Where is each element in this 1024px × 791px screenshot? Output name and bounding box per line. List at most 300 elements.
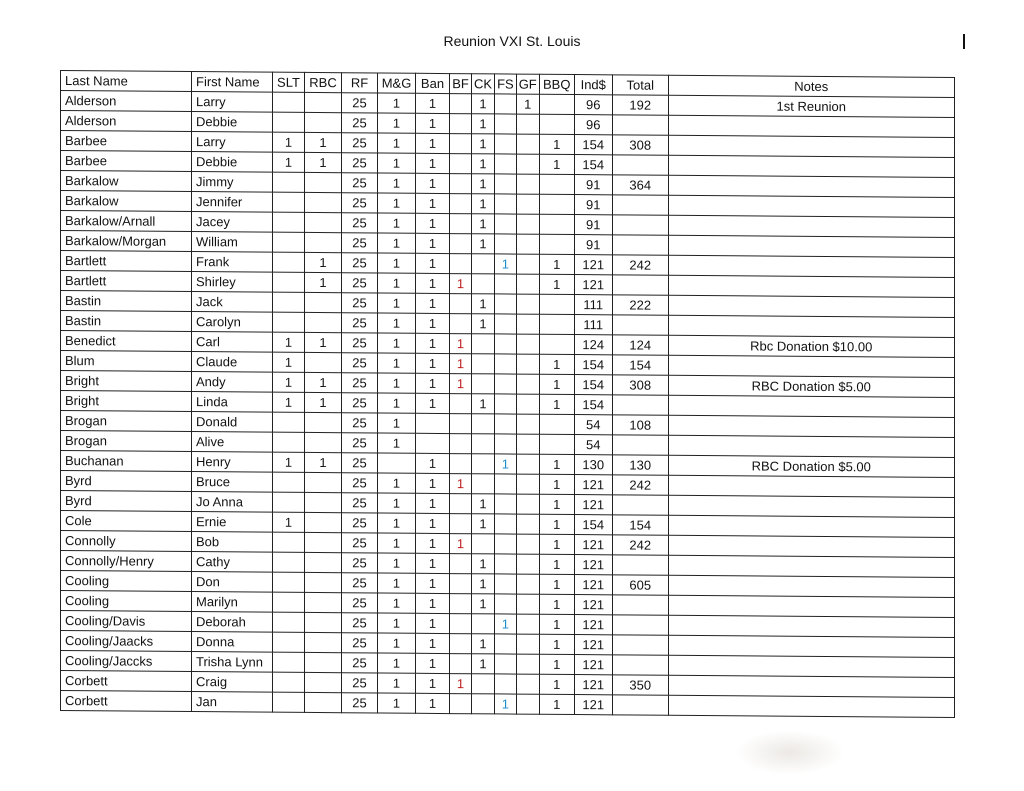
cell-bbq bbox=[539, 194, 574, 214]
cell-bf: 1 bbox=[450, 534, 472, 554]
cell-rbc bbox=[305, 552, 342, 572]
cell-first: Shirley bbox=[192, 272, 273, 293]
cell-rbc bbox=[305, 572, 342, 592]
cell-notes: RBC Donation $5.00 bbox=[668, 375, 954, 397]
cell-rf: 25 bbox=[342, 673, 378, 693]
cell-ban: 1 bbox=[416, 493, 450, 513]
cell-mg: 1 bbox=[378, 273, 416, 293]
cell-gf bbox=[516, 574, 539, 594]
cell-slt bbox=[273, 592, 305, 612]
cell-mg: 1 bbox=[378, 673, 416, 693]
cell-rf: 25 bbox=[342, 533, 378, 553]
cell-rbc: 1 bbox=[305, 272, 342, 292]
cell-mg: 1 bbox=[378, 93, 416, 113]
cell-notes bbox=[668, 295, 954, 317]
cell-rbc bbox=[305, 672, 342, 692]
cell-mg: 1 bbox=[378, 593, 416, 613]
cell-last: Blum bbox=[61, 351, 192, 372]
cell-rf: 25 bbox=[342, 173, 378, 193]
cell-total bbox=[612, 275, 668, 295]
cell-gf bbox=[516, 314, 539, 334]
cell-fs bbox=[495, 634, 517, 654]
cell-ck bbox=[472, 254, 495, 274]
column-header: Notes bbox=[668, 75, 954, 97]
cell-ban: 1 bbox=[416, 113, 450, 133]
column-header: M&G bbox=[378, 73, 416, 93]
cell-fs bbox=[495, 234, 517, 254]
cell-total: 242 bbox=[612, 255, 668, 275]
cell-fs bbox=[495, 194, 517, 214]
cell-ind: 154 bbox=[574, 395, 612, 415]
cell-bf bbox=[450, 454, 472, 474]
cell-bf bbox=[450, 554, 472, 574]
cell-ck bbox=[472, 354, 495, 374]
cell-first: Henry bbox=[192, 452, 273, 473]
cell-rbc bbox=[305, 192, 342, 212]
cell-mg: 1 bbox=[378, 493, 416, 513]
cell-ck: 1 bbox=[472, 234, 495, 254]
cell-notes bbox=[668, 595, 954, 617]
cell-ck: 1 bbox=[472, 194, 495, 214]
cell-notes bbox=[668, 515, 954, 537]
cell-ind: 121 bbox=[574, 595, 612, 615]
cell-first: Bob bbox=[192, 532, 273, 553]
cell-last: Cooling/Jaacks bbox=[61, 631, 192, 652]
cell-rf: 25 bbox=[342, 593, 378, 613]
cell-ind: 96 bbox=[574, 95, 612, 115]
cell-rbc bbox=[305, 692, 342, 712]
cell-ban: 1 bbox=[416, 293, 450, 313]
cell-ind: 54 bbox=[574, 435, 612, 455]
cell-fs bbox=[495, 494, 517, 514]
cell-ban bbox=[416, 413, 450, 433]
cell-slt bbox=[273, 212, 305, 232]
cell-total bbox=[612, 315, 668, 335]
cell-first: Larry bbox=[192, 92, 273, 113]
cell-total: 308 bbox=[612, 135, 668, 155]
cell-rbc: 1 bbox=[305, 132, 342, 152]
cell-ind: 121 bbox=[574, 535, 612, 555]
cell-mg: 1 bbox=[378, 153, 416, 173]
cell-total bbox=[612, 395, 668, 415]
cell-mg: 1 bbox=[378, 433, 416, 453]
cell-mg: 1 bbox=[378, 413, 416, 433]
column-header: SLT bbox=[273, 72, 305, 92]
cell-rf: 25 bbox=[342, 493, 378, 513]
cell-gf bbox=[516, 434, 539, 454]
cell-total bbox=[612, 695, 668, 715]
cell-last: Connolly/Henry bbox=[61, 551, 192, 572]
cell-bbq: 1 bbox=[539, 134, 574, 154]
cell-last: Bastin bbox=[61, 311, 192, 332]
cell-gf bbox=[516, 354, 539, 374]
cell-total bbox=[612, 555, 668, 575]
cell-rf: 25 bbox=[342, 193, 378, 213]
cell-first: Trisha Lynn bbox=[192, 652, 273, 673]
cell-mg: 1 bbox=[378, 513, 416, 533]
cell-ind: 154 bbox=[574, 355, 612, 375]
cell-notes bbox=[668, 395, 954, 417]
cell-ind: 111 bbox=[574, 295, 612, 315]
cell-rf: 25 bbox=[342, 373, 378, 393]
cell-first: Claude bbox=[192, 352, 273, 373]
cell-ban: 1 bbox=[416, 333, 450, 353]
cell-fs bbox=[495, 94, 517, 114]
cell-ban: 1 bbox=[416, 513, 450, 533]
cell-slt bbox=[273, 672, 305, 692]
cell-ind: 91 bbox=[574, 195, 612, 215]
cell-gf bbox=[516, 674, 539, 694]
cell-ck bbox=[472, 414, 495, 434]
cell-fs bbox=[495, 214, 517, 234]
cell-bbq: 1 bbox=[539, 634, 574, 654]
cell-ban: 1 bbox=[416, 173, 450, 193]
cell-total bbox=[612, 615, 668, 635]
cell-notes bbox=[668, 175, 954, 197]
cell-last: Cooling/Jaccks bbox=[61, 651, 192, 672]
cell-last: Alderson bbox=[61, 111, 192, 132]
cell-fs: 1 bbox=[495, 454, 517, 474]
cell-last: Bright bbox=[61, 371, 192, 392]
cell-ck: 1 bbox=[472, 294, 495, 314]
cell-fs bbox=[495, 274, 517, 294]
cell-last: Cole bbox=[61, 511, 192, 532]
cell-notes bbox=[668, 135, 954, 157]
column-header: RF bbox=[342, 73, 378, 93]
cell-first: Alive bbox=[192, 432, 273, 453]
cell-gf bbox=[516, 454, 539, 474]
cell-mg: 1 bbox=[378, 233, 416, 253]
cell-ban bbox=[416, 433, 450, 453]
cell-ind: 121 bbox=[574, 655, 612, 675]
cell-total: 154 bbox=[612, 355, 668, 375]
cell-mg: 1 bbox=[378, 133, 416, 153]
cell-rbc: 1 bbox=[305, 392, 342, 412]
cell-bf bbox=[450, 254, 472, 274]
cell-fs bbox=[495, 574, 517, 594]
cell-notes bbox=[668, 635, 954, 657]
cell-last: Byrd bbox=[61, 471, 192, 492]
cell-last: Connolly bbox=[61, 531, 192, 552]
cell-notes bbox=[668, 255, 954, 277]
cell-ind: 154 bbox=[574, 515, 612, 535]
cell-ban: 1 bbox=[416, 693, 450, 713]
cell-ban: 1 bbox=[416, 253, 450, 273]
cell-notes bbox=[668, 475, 954, 497]
cell-mg: 1 bbox=[378, 253, 416, 273]
cell-bbq bbox=[539, 234, 574, 254]
cell-fs bbox=[495, 674, 517, 694]
cell-bf: 1 bbox=[450, 374, 472, 394]
cell-mg: 1 bbox=[378, 393, 416, 413]
cell-rbc bbox=[305, 512, 342, 532]
cell-total: 222 bbox=[612, 295, 668, 315]
cell-ban: 1 bbox=[416, 593, 450, 613]
cell-last: Barbee bbox=[61, 131, 192, 152]
cell-gf bbox=[516, 534, 539, 554]
cell-bf bbox=[450, 154, 472, 174]
cell-mg: 1 bbox=[378, 573, 416, 593]
cell-total: 605 bbox=[612, 575, 668, 595]
cell-bbq: 1 bbox=[539, 254, 574, 274]
cell-rf: 25 bbox=[342, 513, 378, 533]
cell-gf bbox=[516, 114, 539, 134]
cell-slt bbox=[273, 532, 305, 552]
cell-notes: 1st Reunion bbox=[668, 95, 954, 117]
cell-slt bbox=[273, 612, 305, 632]
cell-ban: 1 bbox=[416, 453, 450, 473]
cell-total bbox=[612, 495, 668, 515]
cell-rf: 25 bbox=[342, 433, 378, 453]
cell-notes: RBC Donation $5.00 bbox=[668, 455, 954, 477]
cell-last: Barbee bbox=[61, 151, 192, 172]
cell-bf bbox=[450, 614, 472, 634]
cell-first: Jan bbox=[192, 692, 273, 713]
cell-ck bbox=[472, 334, 495, 354]
cell-first: Don bbox=[192, 572, 273, 593]
cell-rbc bbox=[305, 212, 342, 232]
cell-bbq: 1 bbox=[539, 354, 574, 374]
cell-mg: 1 bbox=[378, 173, 416, 193]
cell-ck: 1 bbox=[472, 514, 495, 534]
cell-ban: 1 bbox=[416, 373, 450, 393]
cell-fs bbox=[495, 654, 517, 674]
cell-rf: 25 bbox=[342, 313, 378, 333]
cell-slt bbox=[273, 112, 305, 132]
cell-slt bbox=[273, 692, 305, 712]
cell-ban: 1 bbox=[416, 633, 450, 653]
cell-notes bbox=[668, 695, 954, 717]
cell-first: Larry bbox=[192, 132, 273, 153]
cell-rf: 25 bbox=[342, 253, 378, 273]
cell-rbc bbox=[305, 92, 342, 112]
cell-last: Cooling bbox=[61, 591, 192, 612]
cell-mg: 1 bbox=[378, 373, 416, 393]
cell-bbq: 1 bbox=[539, 554, 574, 574]
cell-bf: 1 bbox=[450, 334, 472, 354]
cell-bbq: 1 bbox=[539, 694, 574, 714]
cell-last: Bright bbox=[61, 391, 192, 412]
cell-ck bbox=[472, 434, 495, 454]
cell-ck: 1 bbox=[472, 174, 495, 194]
cell-bbq bbox=[539, 334, 574, 354]
cell-fs bbox=[495, 554, 517, 574]
cell-notes bbox=[668, 115, 954, 137]
document-title: Reunion VXI St. Louis bbox=[443, 33, 581, 49]
cell-rf: 25 bbox=[342, 133, 378, 153]
cell-first: William bbox=[192, 232, 273, 253]
cell-slt bbox=[273, 492, 305, 512]
cell-bbq: 1 bbox=[539, 394, 574, 414]
cell-ind: 121 bbox=[574, 615, 612, 635]
cell-slt: 1 bbox=[273, 132, 305, 152]
cell-ck: 1 bbox=[472, 394, 495, 414]
cell-fs: 1 bbox=[495, 254, 517, 274]
cell-total: 242 bbox=[612, 475, 668, 495]
cell-mg: 1 bbox=[378, 533, 416, 553]
cell-fs bbox=[495, 394, 517, 414]
cell-ban: 1 bbox=[416, 573, 450, 593]
cell-ck bbox=[472, 534, 495, 554]
cell-ban: 1 bbox=[416, 553, 450, 573]
cell-rf: 25 bbox=[342, 613, 378, 633]
cell-ind: 121 bbox=[574, 275, 612, 295]
cell-ind: 91 bbox=[574, 215, 612, 235]
cell-bbq: 1 bbox=[539, 494, 574, 514]
cell-first: Jennifer bbox=[192, 192, 273, 213]
cell-ck: 1 bbox=[472, 94, 495, 114]
cell-slt bbox=[273, 552, 305, 572]
cell-first: Jimmy bbox=[192, 172, 273, 193]
cell-total: 124 bbox=[612, 335, 668, 355]
cell-notes bbox=[668, 495, 954, 517]
cell-notes bbox=[668, 575, 954, 597]
cell-total bbox=[612, 655, 668, 675]
cell-gf bbox=[516, 494, 539, 514]
cell-ban: 1 bbox=[416, 533, 450, 553]
cell-slt bbox=[273, 312, 305, 332]
cell-notes bbox=[668, 555, 954, 577]
paper-stain bbox=[735, 730, 845, 775]
column-header: Last Name bbox=[61, 71, 192, 92]
cell-fs bbox=[495, 514, 517, 534]
cell-ind: 121 bbox=[574, 475, 612, 495]
cell-rbc bbox=[305, 632, 342, 652]
cell-bf bbox=[450, 414, 472, 434]
cell-mg: 1 bbox=[378, 693, 416, 713]
cell-mg: 1 bbox=[378, 613, 416, 633]
cell-gf bbox=[516, 514, 539, 534]
cell-fs bbox=[495, 174, 517, 194]
cell-total bbox=[612, 155, 668, 175]
cell-ind: 121 bbox=[574, 495, 612, 515]
cell-total bbox=[612, 195, 668, 215]
cell-slt bbox=[273, 292, 305, 312]
cell-ck: 1 bbox=[472, 654, 495, 674]
cell-ck: 1 bbox=[472, 554, 495, 574]
cell-fs bbox=[495, 314, 517, 334]
cell-rf: 25 bbox=[342, 693, 378, 713]
cell-notes bbox=[668, 615, 954, 637]
column-header: Total bbox=[612, 75, 668, 95]
cell-bf bbox=[450, 174, 472, 194]
cell-gf bbox=[516, 594, 539, 614]
cell-mg: 1 bbox=[378, 113, 416, 133]
cell-total: 308 bbox=[612, 375, 668, 395]
cell-ck: 1 bbox=[472, 154, 495, 174]
cell-first: Jo Anna bbox=[192, 492, 273, 513]
cell-slt: 1 bbox=[273, 392, 305, 412]
cell-notes bbox=[668, 195, 954, 217]
cell-bf bbox=[450, 514, 472, 534]
cell-ban: 1 bbox=[416, 473, 450, 493]
cell-first: Carl bbox=[192, 332, 273, 353]
cell-total bbox=[612, 595, 668, 615]
cell-gf bbox=[516, 214, 539, 234]
cell-ban: 1 bbox=[416, 233, 450, 253]
cell-gf bbox=[516, 174, 539, 194]
cell-gf bbox=[516, 554, 539, 574]
cell-slt: 1 bbox=[273, 152, 305, 172]
page-mark bbox=[963, 34, 965, 49]
cell-fs bbox=[495, 154, 517, 174]
cell-bbq bbox=[539, 214, 574, 234]
cell-bbq: 1 bbox=[539, 534, 574, 554]
cell-total: 364 bbox=[612, 175, 668, 195]
cell-ban: 1 bbox=[416, 313, 450, 333]
cell-fs bbox=[495, 294, 517, 314]
cell-rbc bbox=[305, 112, 342, 132]
cell-rbc: 1 bbox=[305, 372, 342, 392]
cell-bf: 1 bbox=[450, 274, 472, 294]
cell-notes bbox=[668, 415, 954, 437]
cell-ban: 1 bbox=[416, 673, 450, 693]
cell-bf bbox=[450, 294, 472, 314]
cell-slt bbox=[273, 572, 305, 592]
cell-last: Barkalow/Arnall bbox=[61, 211, 192, 232]
cell-slt: 1 bbox=[273, 352, 305, 372]
cell-ban: 1 bbox=[416, 393, 450, 413]
cell-ban: 1 bbox=[416, 193, 450, 213]
cell-bf bbox=[450, 494, 472, 514]
cell-rf: 25 bbox=[342, 273, 378, 293]
cell-fs bbox=[495, 374, 517, 394]
cell-ind: 121 bbox=[574, 555, 612, 575]
cell-first: Andy bbox=[192, 372, 273, 393]
cell-gf bbox=[516, 154, 539, 174]
cell-slt bbox=[273, 632, 305, 652]
cell-ban: 1 bbox=[416, 93, 450, 113]
table-body bbox=[61, 91, 955, 718]
cell-gf bbox=[516, 614, 539, 634]
cell-bf bbox=[450, 654, 472, 674]
cell-slt bbox=[273, 252, 305, 272]
cell-slt bbox=[273, 432, 305, 452]
cell-rf: 25 bbox=[342, 573, 378, 593]
cell-rf: 25 bbox=[342, 473, 378, 493]
cell-total bbox=[612, 115, 668, 135]
cell-first: Carolyn bbox=[192, 312, 273, 333]
cell-bf bbox=[450, 594, 472, 614]
cell-gf bbox=[516, 374, 539, 394]
cell-bbq: 1 bbox=[539, 594, 574, 614]
cell-fs bbox=[495, 534, 517, 554]
cell-ban: 1 bbox=[416, 153, 450, 173]
cell-rf: 25 bbox=[342, 633, 378, 653]
cell-first: Marilyn bbox=[192, 592, 273, 613]
cell-notes bbox=[668, 655, 954, 677]
cell-total: 350 bbox=[612, 675, 668, 695]
cell-ban: 1 bbox=[416, 353, 450, 373]
cell-rbc bbox=[305, 432, 342, 452]
cell-bbq: 1 bbox=[539, 574, 574, 594]
column-header: FS bbox=[495, 74, 517, 94]
cell-notes bbox=[668, 355, 954, 377]
cell-bf bbox=[450, 194, 472, 214]
cell-rbc bbox=[305, 292, 342, 312]
cell-rbc: 1 bbox=[305, 152, 342, 172]
cell-last: Bartlett bbox=[61, 251, 192, 272]
cell-first: Debbie bbox=[192, 152, 273, 173]
cell-bbq bbox=[539, 114, 574, 134]
cell-rbc: 1 bbox=[305, 252, 342, 272]
cell-last: Buchanan bbox=[61, 451, 192, 472]
cell-notes bbox=[668, 275, 954, 297]
cell-slt: 1 bbox=[273, 512, 305, 532]
cell-fs bbox=[495, 354, 517, 374]
cell-slt bbox=[273, 232, 305, 252]
column-header: CK bbox=[472, 74, 495, 94]
